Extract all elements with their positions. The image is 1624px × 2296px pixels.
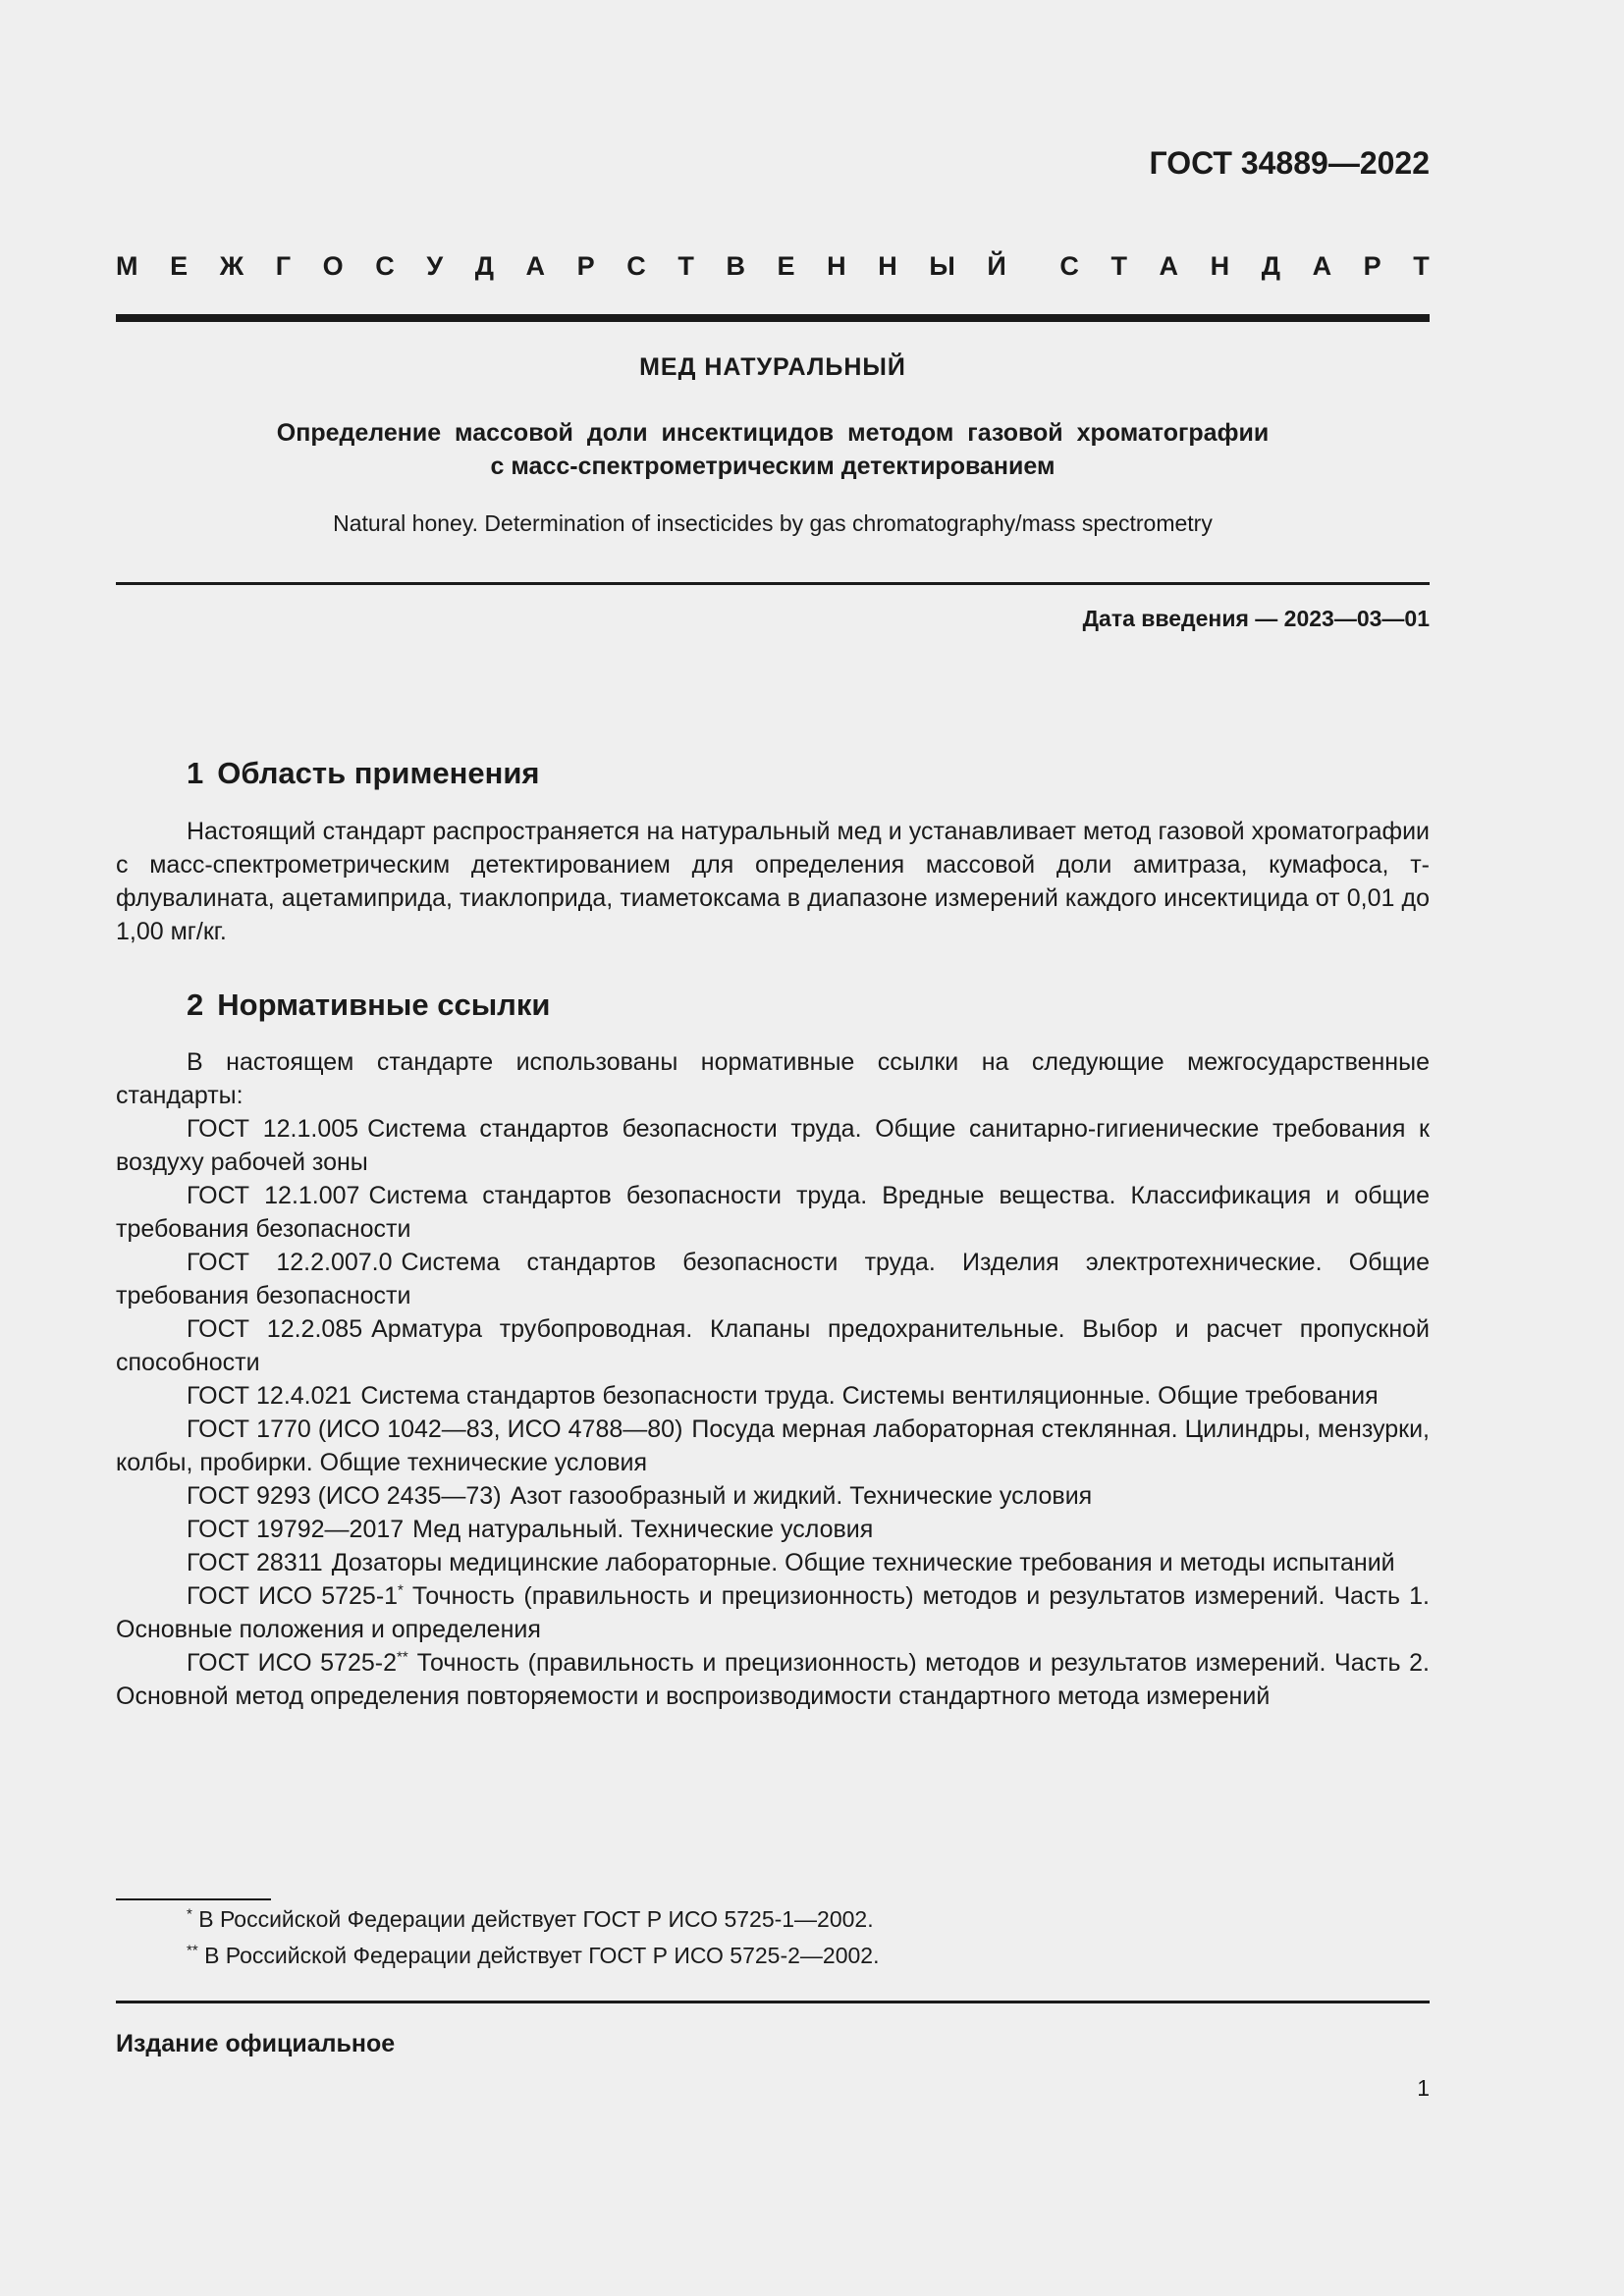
footnote-2-text: В Российской Федерации действует ГОСТ Р ИСО 5725-2—2002. [204,1943,880,1968]
reference-code [187,1249,393,1276]
section-2-heading [187,988,550,1023]
interstate-letter: Е [777,251,795,281]
interstate-letter: Н [878,251,897,281]
interstate-letter: А [1312,251,1332,281]
reference-code-text: ГОСТ 12.2.007.0 [187,1249,393,1276]
reference-code [187,1549,323,1576]
subtitle-line-1: Определение массовой доли инсектицидов методом газовой хроматографии [276,419,1270,447]
normative-reference [116,1513,1430,1546]
interstate-letter: Т [677,251,694,281]
interstate-letter: А [525,251,546,281]
subtitle-line-2: с масс-спектрометрическим детектированием [490,453,1056,480]
reference-code [187,1315,362,1343]
footnote-1 [187,1906,874,1933]
header-rule [116,314,1430,322]
interstate-letter: Г [275,251,292,281]
reference-code-text: ГОСТ 12.1.007 [187,1182,360,1209]
interstate-letter: С [1059,251,1079,281]
interstate-letter: Р [576,251,595,281]
interstate-letter: Ж [219,251,244,281]
reference-code [187,1516,404,1543]
document-title: МЕД НАТУРАЛЬНЫЙ [639,353,906,381]
section-1-title: Область применения [217,756,540,790]
reference-title: Система стандартов безопасности труда. Изделия электротехнические. Общие требования безопасности [116,1249,1430,1309]
reference-title: Система стандартов безопасности труда. Вредные вещества. Классификация и общие требования безопасности [116,1182,1430,1243]
title-rule [116,582,1430,585]
section-1-body [116,815,1430,948]
document-number: ГОСТ 34889—2022 [1149,145,1430,181]
reference-code-text: ГОСТ ИСО 5725-2 [187,1649,397,1677]
section-2-intro: В настоящем стандарте использованы нормативные ссылки на следующие межгосударственные стандарты: [116,1048,1430,1109]
reference-code [187,1582,404,1610]
reference-code [187,1182,359,1209]
interstate-letter: Ы [929,251,955,281]
reference-code-text: ГОСТ 12.2.085 [187,1315,363,1343]
interstate-letter: Т [1110,251,1127,281]
section-2-title: Нормативные ссылки [217,988,551,1022]
interstate-letter: Й [987,251,1006,281]
interstate-letter: М [116,251,138,281]
section-1-paragraph: Настоящий стандарт распространяется на натуральный мед и устанавливает метод газовой хроматографии с масс-спектрометрическим детектированием для определения массовой доли амитраза, кумафоса, т-флувалината, ацетамиприда, тиаклоприда, тиаметоксама в диапазоне измерений каждого инсектицида от 0,01 до 1,00 мг/кг. [116,818,1430,945]
page-number: 1 [1417,2075,1430,2101]
document-subtitle [116,416,1430,483]
normative-reference [116,1312,1430,1379]
section-1-number: 1 [187,756,204,790]
footnote-1-mark: * [187,1905,192,1923]
interstate-letter: Н [827,251,846,281]
interstate-letter: У [426,251,444,281]
normative-reference [116,1379,1430,1413]
reference-title: Мед натуральный. Технические условия [412,1516,874,1543]
interstate-standard-label [116,251,1430,282]
reference-code-text: ГОСТ 9293 (ИСО 2435—73) [187,1482,502,1510]
reference-title: Система стандартов безопасности труда. Общие санитарно-гигиенические требования к воздуху рабочей зоны [116,1115,1430,1176]
reference-code-text: ГОСТ 28311 [187,1549,323,1576]
normative-reference [116,1112,1430,1179]
reference-title: Посуда мерная лабораторная стеклянная. Цилиндры, мензурки, колбы, пробирки. Общие технические условия [116,1415,1430,1476]
reference-code [187,1115,358,1143]
footer-rule [116,2001,1430,2003]
footnote-2 [187,1943,879,1969]
reference-code [187,1415,682,1443]
normative-reference-list [116,1112,1430,1713]
reference-title: Система стандартов безопасности труда. Системы вентиляционные. Общие требования [360,1382,1379,1410]
reference-code [187,1382,352,1410]
section-2-number: 2 [187,988,204,1022]
normative-reference [116,1646,1430,1713]
normative-reference [116,1479,1430,1513]
normative-reference [116,1413,1430,1479]
interstate-letter: А [1159,251,1179,281]
section-2-body [116,1045,1430,1713]
reference-code-text: ГОСТ 12.4.021 [187,1382,352,1410]
reference-title: Точность (правильность и прецизионность) методов и результатов измерений. Часть 1. Основные положения и определения [116,1582,1430,1643]
footnote-rule [116,1898,271,1900]
reference-title: Дозаторы медицинские лабораторные. Общие технические требования и методы испытаний [331,1549,1395,1576]
reference-title: Точность (правильность и прецизионность) методов и результатов измерений. Часть 2. Основной метод определения повторяемости и воспроизводимости стандартного метода измерений [116,1649,1430,1710]
interstate-letter: Р [1363,251,1381,281]
footnote-marker: ** [396,1648,408,1666]
reference-code-text: ГОСТ 19792—2017 [187,1516,405,1543]
normative-reference [116,1579,1430,1646]
reference-code-text: ГОСТ ИСО 5725-1 [187,1582,399,1610]
interstate-letter: О [322,251,344,281]
reference-code [187,1482,502,1510]
interstate-letter: В [726,251,745,281]
reference-code-text: ГОСТ 1770 (ИСО 1042—83, ИСО 4788—80) [187,1415,683,1443]
interstate-letter: С [626,251,646,281]
english-title: Natural honey. Determination of insecticides by gas chromatography/mass spectrometry [333,510,1213,536]
reference-title: Арматура трубопроводная. Клапаны предохранительные. Выбор и расчет пропускной способности [116,1315,1430,1376]
interstate-letter: Е [170,251,189,281]
interstate-letter: Т [1413,251,1430,281]
footnote-2-mark: ** [187,1942,198,1959]
interstate-letter: Д [1261,251,1280,281]
footnote-marker: * [398,1581,404,1599]
interstate-letter: Н [1210,251,1230,281]
footnote-1-text: В Российской Федерации действует ГОСТ Р ИСО 5725-1—2002. [198,1906,874,1932]
reference-code-text: ГОСТ 12.1.005 [187,1115,359,1143]
reference-title: Азот газообразный и жидкий. Технические условия [510,1482,1093,1510]
interstate-letter: Д [474,251,494,281]
normative-reference [116,1179,1430,1246]
introduction-date: Дата введения — 2023—03—01 [1082,606,1430,631]
edition-label: Издание официальное [116,2030,396,2057]
normative-reference [116,1246,1430,1312]
section-1-heading [187,756,540,791]
interstate-letter: С [375,251,395,281]
reference-code [187,1649,408,1677]
normative-reference [116,1546,1430,1579]
